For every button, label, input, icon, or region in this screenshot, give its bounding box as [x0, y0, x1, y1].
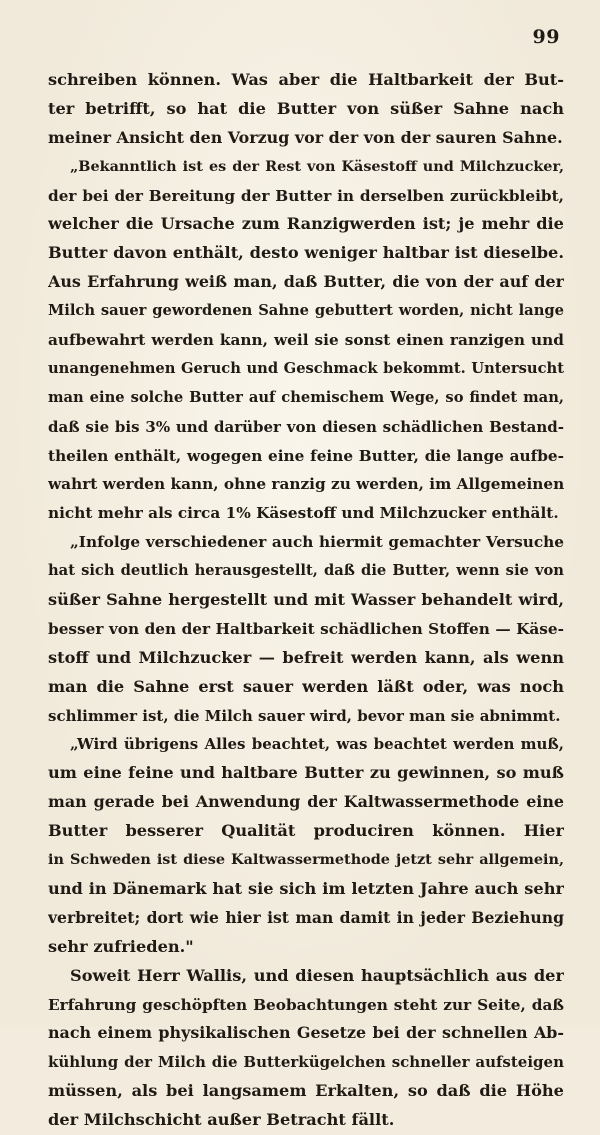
text-line: kühlung der Milch die Butterkügelchen schneller aufsteigen	[48, 1053, 564, 1072]
text-line: der Milchschicht außer Betracht fällt.	[48, 1110, 395, 1130]
text-line: süßer Sahne hergestellt und mit Wasser behandelt wird,	[48, 590, 564, 610]
text-line: unangenehmen Geruch und Geschmack bekommt. Untersucht	[48, 359, 564, 377]
text-line: besser von den der Haltbarkeit schädlichen Stoffen — Käse-	[48, 619, 564, 638]
text-line: theilen enthält, wogegen eine feine Butter, die lange aufbe-	[48, 446, 564, 465]
text-line: „Infolge verschiedener auch hiermit gemachter Versuche	[70, 533, 564, 552]
text-line: um eine feine und haltbare Butter zu gewinnen, so muß	[48, 763, 564, 783]
body-text	[48, 66, 564, 1135]
text-line: man gerade bei Anwendung der Kaltwassermethode eine	[48, 792, 564, 812]
text-line: Aus Erfahrung weiß man, daß Butter, die von der auf der	[48, 272, 564, 292]
text-line: „Bekanntlich ist es der Rest von Käsestoff und Milchzucker,	[70, 157, 564, 175]
text-line: Soweit Herr Wallis, und diesen hauptsächlich aus der	[70, 965, 564, 985]
text-line: Butter davon enthält, desto weniger haltbar ist dieselbe.	[48, 243, 564, 263]
text-line: in Schweden ist diese Kaltwassermethode jetzt sehr allgemein,	[48, 851, 564, 869]
text-line: Butter besserer Qualität produciren können. Hier	[48, 821, 564, 841]
text-line: „Wird übrigens Alles beachtet, was beachtet werden muß,	[70, 735, 564, 754]
page-number: 99	[532, 26, 560, 48]
text-line: verbreitet; dort wie hier ist man damit in jeder Beziehung	[48, 907, 564, 927]
text-line: ter betrifft, so hat die Butter von süßer Sahne nach	[48, 98, 564, 118]
text-line: müssen, als bei langsamem Erkalten, so daß die Höhe	[48, 1081, 564, 1101]
text-line: man eine solche Butter auf chemischem Wege, so findet man,	[48, 388, 564, 406]
text-line: und in Dänemark hat sie sich im letzten Jahre auch sehr	[48, 878, 564, 898]
text-line: der bei der Bereitung der Butter in derselben zurückbleibt,	[48, 186, 564, 205]
text-line: schreiben können. Was aber die Haltbarkeit der But-	[48, 70, 564, 89]
text-line: hat sich deutlich herausgestellt, daß die Butter, wenn sie von	[48, 562, 564, 580]
text-line: Milch sauer gewordenen Sahne gebuttert worden, nicht lange	[48, 302, 564, 320]
text-line: schlimmer ist, die Milch sauer wird, bevor man sie abnimmt.	[48, 706, 561, 725]
text-line: daß sie bis 3% und darüber von diesen schädlichen Bestand-	[48, 417, 564, 436]
text-line: Erfahrung geschöpften Beobachtungen steht zur Seite, daß	[48, 995, 564, 1014]
text-line: stoff und Milchzucker — befreit werden kann, als wenn	[48, 647, 564, 667]
text-line: sehr zufrieden."	[48, 936, 194, 956]
text-line: meiner Ansicht den Vorzug vor der von der sauren Sahne.	[48, 127, 563, 147]
text-line: nicht mehr als circa 1% Käsestoff und Milchzucker enthält.	[48, 504, 559, 523]
text-line: man die Sahne erst sauer werden läßt oder, was noch	[48, 676, 564, 696]
text-line: aufbewahrt werden kann, weil sie sonst einen ranzigen und	[48, 331, 564, 350]
text-line: wahrt werden kann, ohne ranzig zu werden, im Allgemeinen	[48, 475, 564, 494]
text-line: welcher die Ursache zum Ranzigwerden ist; je mehr die	[48, 214, 564, 234]
text-line: nach einem physikalischen Gesetze bei der schnellen Ab-	[48, 1023, 564, 1043]
